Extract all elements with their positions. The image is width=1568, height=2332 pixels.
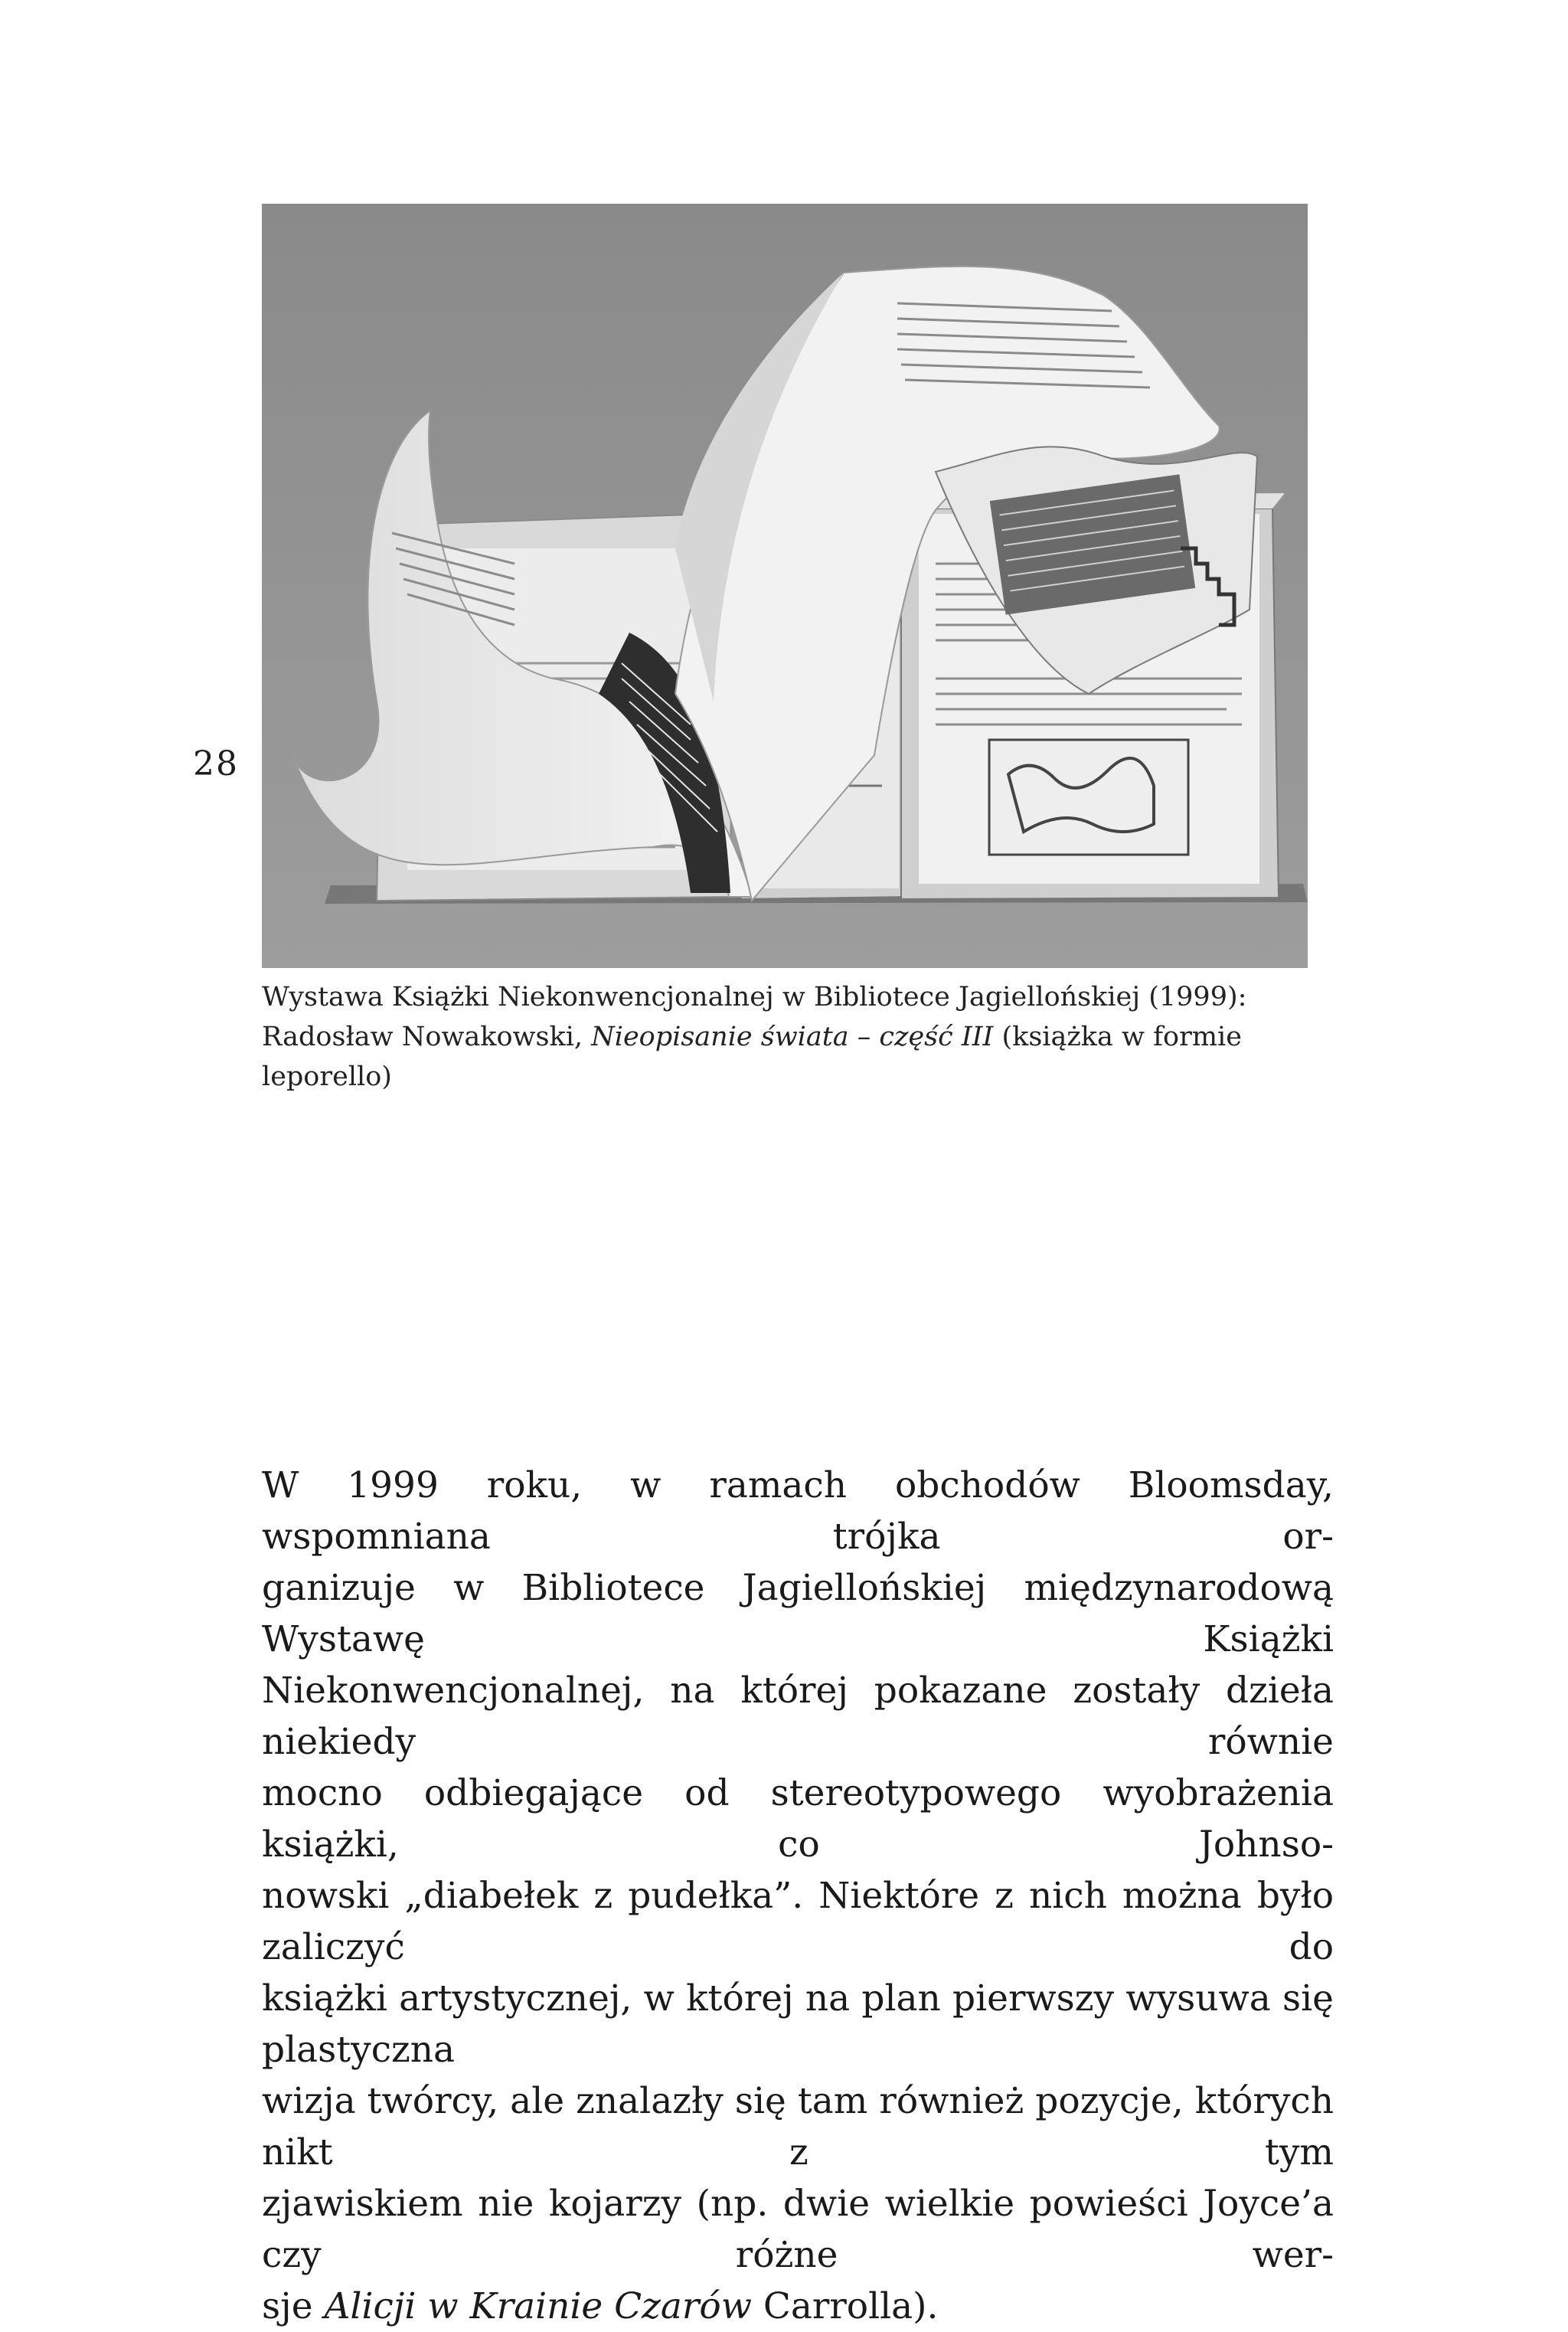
- body-line-1: W 1999 roku, w ramach obchodów Bloomsday, wspomniana trójka or-: [262, 1464, 1334, 1558]
- figure-caption: [262, 977, 1308, 1097]
- book-title-alice: Alicji w Krainie Czarów: [324, 2285, 752, 2327]
- page-number: 28: [193, 744, 239, 783]
- body-line-9-end: Carrolla).: [751, 2285, 939, 2327]
- body-line-9: [262, 2281, 1334, 2332]
- caption-title: Nieopisanie świata – część III: [591, 1022, 994, 1052]
- body-paragraph: [262, 1460, 1334, 2332]
- body-line-5: nowski „diabełek z pudełka”. Niektóre z nich można było zaliczyć do: [262, 1875, 1334, 1968]
- body-line-3: Niekonwencjonalnej, na której pokazane zostały dzieła niekiedy równie: [262, 1670, 1334, 1763]
- body-line-7: wizja twórcy, ale znalazły się tam również pozycje, których nikt z tym: [262, 2080, 1334, 2173]
- body-line-6: książki artystycznej, w której na plan pierwszy wysuwa się plastyczna: [262, 1977, 1334, 2071]
- body-line-4: mocno odbiegające od stereotypowego wyobrażenia książki, co Johnso-: [262, 1772, 1334, 1866]
- body-line-8: zjawiskiem nie kojarzy (np. dwie wielkie powieści Joyce’a czy różne wer-: [262, 2183, 1334, 2276]
- caption-line-1: Wystawa Książki Niekonwencjonalnej w Bibliotece Jagiellońskiej (1999):: [262, 982, 1247, 1012]
- caption-line-2: [262, 1017, 1308, 1097]
- caption-description: (książka w formie leporello): [262, 1022, 1242, 1092]
- body-line-2: ganizuje w Bibliotece Jagiellońskiej międzynarodową Wystawę Książki: [262, 1567, 1334, 1660]
- leporello-book-photo: [262, 204, 1308, 968]
- caption-author: Radosław Nowakowski,: [262, 1022, 592, 1052]
- body-line-9-start: sje: [262, 2285, 325, 2327]
